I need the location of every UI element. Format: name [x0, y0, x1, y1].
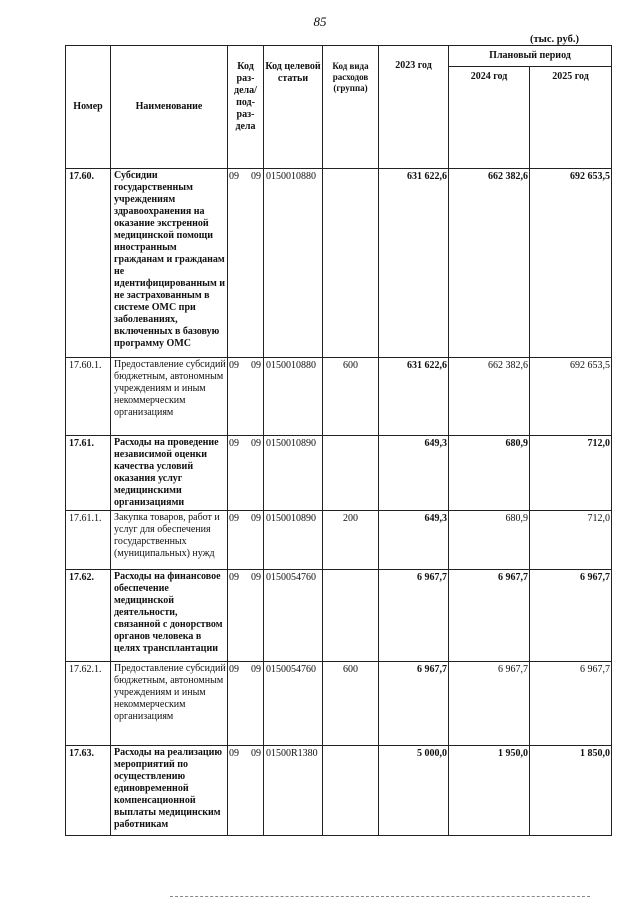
row-section-code [228, 570, 264, 662]
row-razdel: 09 [229, 748, 239, 759]
row-amount-2025: 692 653,5 [530, 169, 612, 358]
row-number: 17.62.1. [66, 662, 111, 746]
header-year-2024: 2024 год [449, 67, 530, 169]
row-amount-2024: 680,9 [449, 436, 530, 511]
row-amount-2024: 662 382,6 [449, 169, 530, 358]
row-amount-2023: 6 967,7 [379, 662, 449, 746]
row-name: Расходы на финансовое обеспечение медицинской деятельности, связанной с донорством органов человека в целях трансплантации [111, 570, 228, 662]
row-expense-type: 600 [323, 358, 379, 436]
row-expense-type [323, 570, 379, 662]
header-section-code: Код раз-дела/ под-раз-дела [228, 46, 264, 169]
row-expense-type: 600 [323, 662, 379, 746]
row-section-code [228, 746, 264, 836]
row-target-code: 0150054760 [264, 662, 323, 746]
row-amount-2025: 6 967,7 [530, 570, 612, 662]
row-number: 17.63. [66, 746, 111, 836]
table-row [66, 746, 612, 836]
table-row [66, 436, 612, 511]
row-amount-2024: 6 967,7 [449, 662, 530, 746]
row-amount-2023: 649,3 [379, 436, 449, 511]
table-row [66, 662, 612, 746]
row-razdel: 09 [229, 664, 239, 675]
row-section-code [228, 358, 264, 436]
row-amount-2025: 1 850,0 [530, 746, 612, 836]
row-amount-2025: 712,0 [530, 511, 612, 570]
header-year-2023: 2023 год [379, 46, 449, 169]
row-amount-2023: 5 000,0 [379, 746, 449, 836]
row-name: Расходы на реализацию мероприятий по осуществлению единовременной компенсационной выплаты медицинским работникам [111, 746, 228, 836]
row-name: Расходы на проведение независимой оценки качества условий оказания услуг медицинскими организациями [111, 436, 228, 511]
row-razdel: 09 [229, 360, 239, 371]
table-row [66, 570, 612, 662]
row-number: 17.61.1. [66, 511, 111, 570]
row-amount-2023: 631 622,6 [379, 358, 449, 436]
row-amount-2024: 662 382,6 [449, 358, 530, 436]
row-number: 17.60. [66, 169, 111, 358]
row-podrazdel: 09 [251, 171, 261, 182]
row-podrazdel: 09 [251, 572, 261, 583]
table-row [66, 358, 612, 436]
header-year-2025: 2025 год [530, 67, 612, 169]
row-section-code [228, 436, 264, 511]
header-number: Номер [66, 46, 111, 169]
row-name: Закупка товаров, работ и услуг для обеспечения государственных (муниципальных) нужд [111, 511, 228, 570]
row-target-code: 0150010890 [264, 511, 323, 570]
row-expense-type: 200 [323, 511, 379, 570]
page-number: 85 [313, 14, 327, 29]
row-target-code: 01500R1380 [264, 746, 323, 836]
row-podrazdel: 09 [251, 438, 261, 449]
row-razdel: 09 [229, 513, 239, 524]
row-amount-2024: 6 967,7 [449, 570, 530, 662]
row-name: Предоставление субсидий бюджетным, автономным учреждениям и иным некоммерческим организациям [111, 662, 228, 746]
row-expense-type [323, 436, 379, 511]
row-razdel: 09 [229, 438, 239, 449]
row-number: 17.61. [66, 436, 111, 511]
row-amount-2023: 631 622,6 [379, 169, 449, 358]
row-name: Предоставление субсидий бюджетным, автономным учреждениям и иным некоммерческим организациям [111, 358, 228, 436]
header-expense-type-code: Код вида расходов (группа) [323, 46, 379, 169]
row-number: 17.60.1. [66, 358, 111, 436]
table-row [66, 169, 612, 358]
table-row [66, 511, 612, 570]
header-planning-period: Плановый период [449, 46, 612, 67]
row-podrazdel: 09 [251, 748, 261, 759]
table-body [66, 169, 612, 836]
row-amount-2024: 680,9 [449, 511, 530, 570]
row-target-code: 0150010890 [264, 436, 323, 511]
row-amount-2023: 649,3 [379, 511, 449, 570]
row-number: 17.62. [66, 570, 111, 662]
row-podrazdel: 09 [251, 513, 261, 524]
row-amount-2025: 712,0 [530, 436, 612, 511]
row-amount-2024: 1 950,0 [449, 746, 530, 836]
header-name: Наименование [111, 46, 228, 169]
row-amount-2023: 6 967,7 [379, 570, 449, 662]
row-target-code: 0150010880 [264, 358, 323, 436]
row-podrazdel: 09 [251, 664, 261, 675]
row-target-code: 0150054760 [264, 570, 323, 662]
row-amount-2025: 692 653,5 [530, 358, 612, 436]
row-razdel: 09 [229, 171, 239, 182]
row-podrazdel: 09 [251, 360, 261, 371]
row-section-code [228, 511, 264, 570]
row-name: Субсидии государственным учреждениям здравоохранения на оказание экстренной медицинской помощи иностранным гражданам и гражданам не идентифицированным и не застрахованным в системе ОМС при заболеваниях, включенных в базовую программу ОМС [111, 169, 228, 358]
row-section-code [228, 662, 264, 746]
row-amount-2025: 6 967,7 [530, 662, 612, 746]
row-section-code [228, 169, 264, 358]
unit-note: (тыс. руб.) [530, 34, 579, 45]
budget-table [65, 45, 612, 836]
row-expense-type [323, 746, 379, 836]
header-target-code: Код целевой статьи [264, 46, 323, 169]
footer-divider [170, 896, 590, 897]
row-target-code: 0150010880 [264, 169, 323, 358]
row-razdel: 09 [229, 572, 239, 583]
row-expense-type [323, 169, 379, 358]
